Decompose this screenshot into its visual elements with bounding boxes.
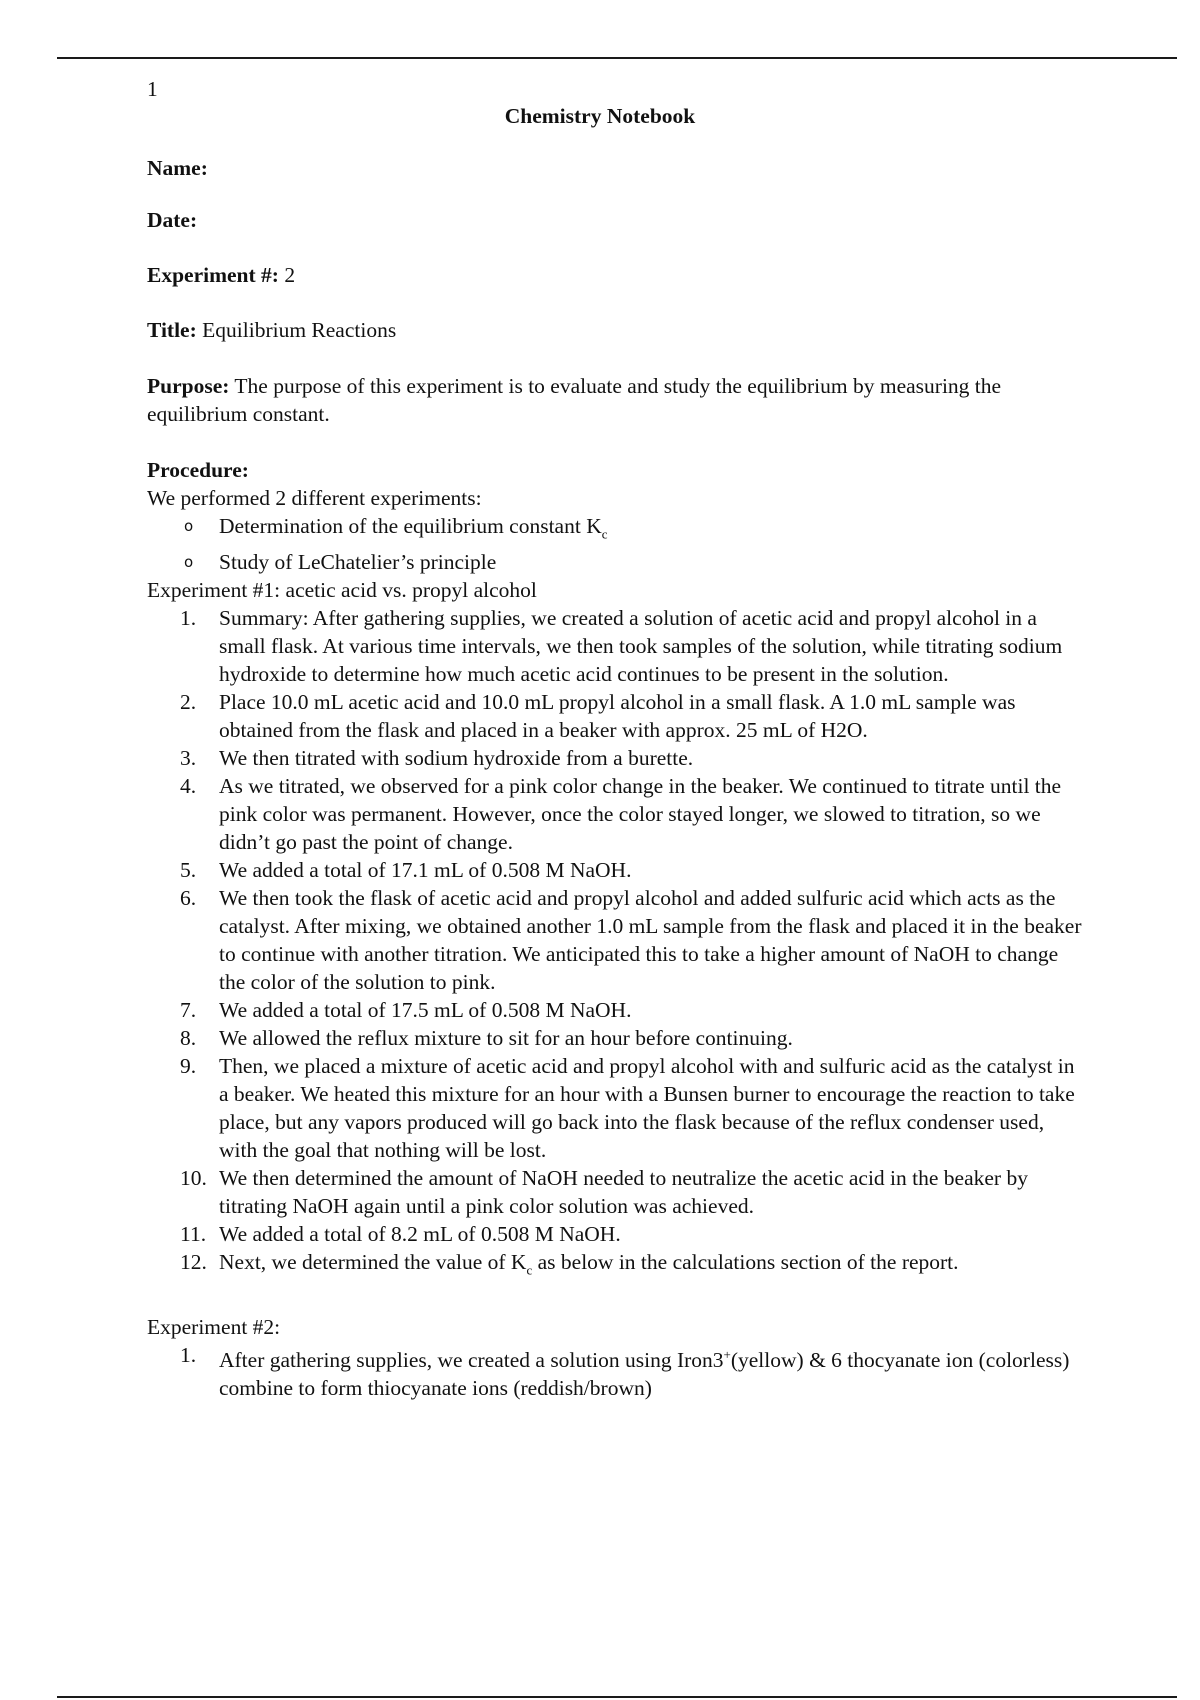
list-item xyxy=(147,688,1087,744)
page-number: 1 xyxy=(147,77,158,101)
step-number: 5. xyxy=(180,858,197,883)
bottom-rule xyxy=(57,1696,1177,1698)
step-text: We added a total of 17.1 mL of 0.508 M NaOH. xyxy=(219,858,632,883)
bullet-text: Determination of the equilibrium constant K xyxy=(219,514,602,538)
bullet-text: Study of LeChatelier’s principle xyxy=(219,550,497,575)
list-item xyxy=(147,996,1087,1024)
hollow-bullet-icon: o xyxy=(184,553,194,572)
document-body xyxy=(147,154,1087,1402)
step-number: 1. xyxy=(180,606,197,631)
list-item xyxy=(147,1052,1087,1164)
step-number: 11. xyxy=(180,1222,207,1247)
experiment-type-list xyxy=(147,512,1087,576)
step-number: 10. xyxy=(180,1166,207,1191)
step-number: 4. xyxy=(180,774,197,799)
superscript-plus: + xyxy=(723,1346,731,1362)
experiment-number-label: Experiment #: xyxy=(147,263,279,287)
step-text: We added a total of 8.2 mL of 0.508 M NaOH. xyxy=(219,1222,621,1247)
title-value: Equilibrium Reactions xyxy=(202,318,397,342)
list-item xyxy=(147,856,1087,884)
date-label: Date: xyxy=(147,208,198,232)
step-text: We then determined the amount of NaOH needed to neutralize the acetic acid in the beaker by titrating NaOH again until a pink color solution was achieved. xyxy=(219,1166,1028,1219)
step-number: 12. xyxy=(180,1250,207,1275)
step-number: 2. xyxy=(180,690,197,715)
list-item xyxy=(147,1341,1087,1402)
step-text: After gathering supplies, we created a solution using Iron3 xyxy=(219,1347,724,1372)
subscript-c: c xyxy=(526,1262,533,1278)
step-number: 9. xyxy=(180,1054,197,1079)
date-field xyxy=(147,206,1087,234)
procedure-heading: Procedure: xyxy=(147,458,249,482)
step-text: We added a total of 17.5 mL of 0.508 M NaOH. xyxy=(219,998,632,1023)
step-number: 8. xyxy=(180,1026,197,1051)
purpose-value: The purpose of this experiment is to evaluate and study the equilibrium by measuring the equilibrium constant. xyxy=(147,374,1002,426)
list-item xyxy=(147,1248,1087,1284)
top-rule xyxy=(57,57,1177,59)
experiment-1-heading: Experiment #1: acetic acid vs. propyl alcohol xyxy=(147,578,537,603)
title-field xyxy=(147,316,1087,344)
experiment-1-steps xyxy=(147,604,1087,1284)
step-text: Then, we placed a mixture of acetic acid and propyl alcohol with and sulfuric acid as the catalyst in a beaker. We heated this mixture for an hour with a Bunsen burner to encourage the reaction to take place, but any vapors produced will go back into the flask because of the reflux condenser used, with the goal that nothing will be lost. xyxy=(219,1054,1075,1163)
name-label: Name: xyxy=(147,156,208,180)
step-text: Summary: After gathering supplies, we created a solution of acetic acid and propyl alcohol in a small flask. At various time intervals, we then took samples of the solution, while titrating sodium hydroxide to determine how much acetic acid continues to be present in the solution. xyxy=(219,606,1063,687)
step-text: Place 10.0 mL acetic acid and 10.0 mL propyl alcohol in a small flask. A 1.0 mL sample was obtained from the flask and placed in a beaker with approx. 25 mL of H2O. xyxy=(219,690,1016,743)
step-text-continued: (yellow) & 6 thocyanate ion (colorless) combine to form thiocyanate ions (reddish/brown) xyxy=(219,1347,1070,1400)
list-item xyxy=(147,884,1087,996)
step-number: 3. xyxy=(180,746,197,771)
step-text: We allowed the reflux mixture to sit for an hour before continuing. xyxy=(219,1026,793,1051)
document-title: Chemistry Notebook xyxy=(504,104,696,128)
list-item xyxy=(147,1024,1087,1052)
step-number: 6. xyxy=(180,886,197,911)
list-item xyxy=(147,772,1087,856)
subscript-c: c xyxy=(601,526,608,542)
purpose-field xyxy=(147,372,1087,428)
experiment-2-steps xyxy=(147,1341,1087,1402)
list-item xyxy=(147,1164,1087,1220)
step-text: As we titrated, we observed for a pink color change in the beaker. We continued to titrate until the pink color was permanent. However, once the color stayed longer, we slowed to titration, so we didn’t go past the point of change. xyxy=(219,774,1062,855)
list-item xyxy=(147,744,1087,772)
step-text: We then took the flask of acetic acid and propyl alcohol and added sulfuric acid which acts as the catalyst. After mixing, we obtained another 1.0 mL sample from the flask and placed it in the beaker to continue with another titration. We anticipated this to take a higher amount of NaOH to change the color of the solution to pink. xyxy=(219,886,1082,995)
title-label: Title: xyxy=(147,318,197,342)
step-text: We then titrated with sodium hydroxide from a burette. xyxy=(219,746,694,771)
procedure-intro: We performed 2 different experiments: xyxy=(147,486,482,510)
step-text-continued: as below in the calculations section of the report. xyxy=(532,1250,959,1275)
purpose-label: Purpose: xyxy=(147,374,230,398)
hollow-bullet-icon: o xyxy=(184,517,194,535)
step-text: Next, we determined the value of K xyxy=(219,1250,527,1275)
list-item xyxy=(147,548,1087,576)
experiment-number-value: 2 xyxy=(284,263,296,287)
list-item xyxy=(147,604,1087,688)
experiment-number-field xyxy=(147,261,1087,289)
list-item xyxy=(147,512,1087,548)
step-number: 1. xyxy=(180,1342,197,1367)
name-field xyxy=(147,154,1087,182)
list-item xyxy=(147,1220,1087,1248)
experiment-2-heading: Experiment #2: xyxy=(147,1314,281,1339)
step-number: 7. xyxy=(180,998,197,1023)
